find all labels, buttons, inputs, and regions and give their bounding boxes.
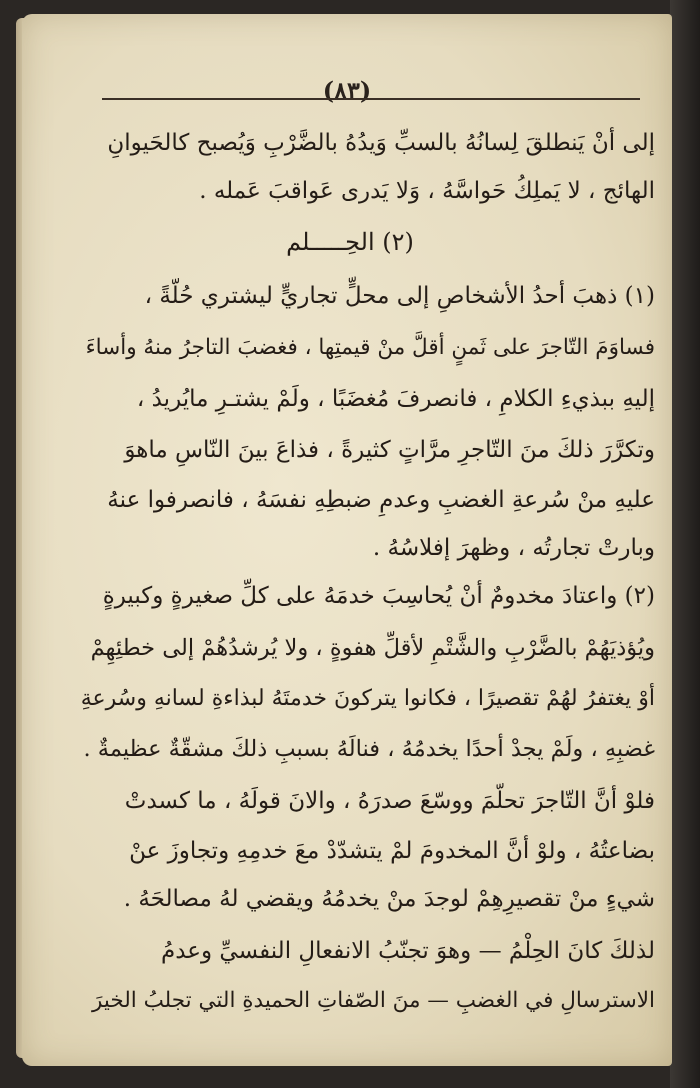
text-line: (٢) واعتادَ مخدومٌ أنْ يُحاسِبَ خدمَهُ على كلِّ صغيرةٍ وكبيرةٍ — [102, 583, 655, 609]
text-line: أوْ يغتفرُ لهُمْ تقصيرًا ، فكانوا يتركونَ خدمتَهُ لبذاءةِ لسانهِ وسُرعةِ — [80, 686, 655, 711]
text-line: ويُؤذيَهُمْ بالضَّرْبِ والشَّتْمِ لأقلِّ هفوةٍ ، ولا يُرشدُهُمْ إلى خطئِهِمْ — [90, 635, 655, 661]
book-binding-shadow — [670, 0, 700, 1088]
text-line: شيءٍ منْ تقصيرِهِمْ لوجدَ منْ يخدمُهُ ويقضي لهُ مصالحَهُ . — [123, 886, 655, 912]
text-line: وتكرَّرَ ذلكَ منَ التّاجرِ مرَّاتٍ كثيرةً ، فذاعَ بينَ النّاسِ ماهوَ — [124, 437, 655, 463]
text-line: بضاعتُهُ ، ولوْ أنَّ المخدومَ لمْ يتشدّدْ معَ خدمِهِ وتجاوزَ عنْ — [129, 838, 655, 864]
page-number: (٨٣) — [322, 76, 372, 105]
text-line: إلى أنْ يَنطلقَ لِسانُهُ بالسبِّ وَيدُهُ بالضَّرْبِ وَيُصبح كالحَيوانِ — [107, 130, 655, 156]
section-heading: (٢) الحِـــــلم — [286, 228, 414, 256]
text-line: لذلكَ كانَ الحِلْمُ — وهوَ تجنّبُ الانفعالِ النفسيِّ وعدمُ — [160, 938, 655, 964]
text-line: فلوْ أنَّ التّاجرَ تحلّمَ ووسّعَ صدرَهُ ، والانَ قولَهُ ، ما كسدتْ — [124, 788, 655, 814]
text-line: الاسترسالِ في الغضبِ — منَ الصّفاتِ الحميدةِ التي تجلبُ الخيرَ — [91, 988, 655, 1013]
header-rule — [102, 98, 640, 100]
text-line: فساوَمَ التّاجرَ على ثَمنٍ أقلَّ منْ قيمتِها ، فغضبَ التاجرُ منهُ وأساءَ — [85, 335, 655, 360]
text-line: (١) ذهبَ أحدُ الأشخاصِ إلى محلٍّ تجاريٍّ ليشتري حُلّةً ، — [144, 283, 655, 309]
text-line: عليهِ منْ سُرعةِ الغضبِ وعدمِ ضبطِهِ نفسَهُ ، فانصرفوا عنهُ — [107, 487, 655, 513]
text-line: إليهِ ببذيءِ الكلامِ ، فانصرفَ مُغضَبًا ، ولَمْ يشتـرِ مايُريدُ ، — [136, 386, 655, 412]
text-line: غضبِهِ ، ولَمْ يجدْ أحدًا يخدمُهُ ، فنالَهُ بسببِ ذلكَ مشقّةٌ عظيمةٌ . — [83, 736, 655, 762]
text-line: الهائج ، لا يَملِكُ حَواسَّهُ ، وَلا يَدرى عَواقبَ عَمله . — [199, 178, 655, 204]
text-line: وبارتْ تجارتُه ، وظهرَ إفلاسُهُ . — [372, 535, 655, 561]
